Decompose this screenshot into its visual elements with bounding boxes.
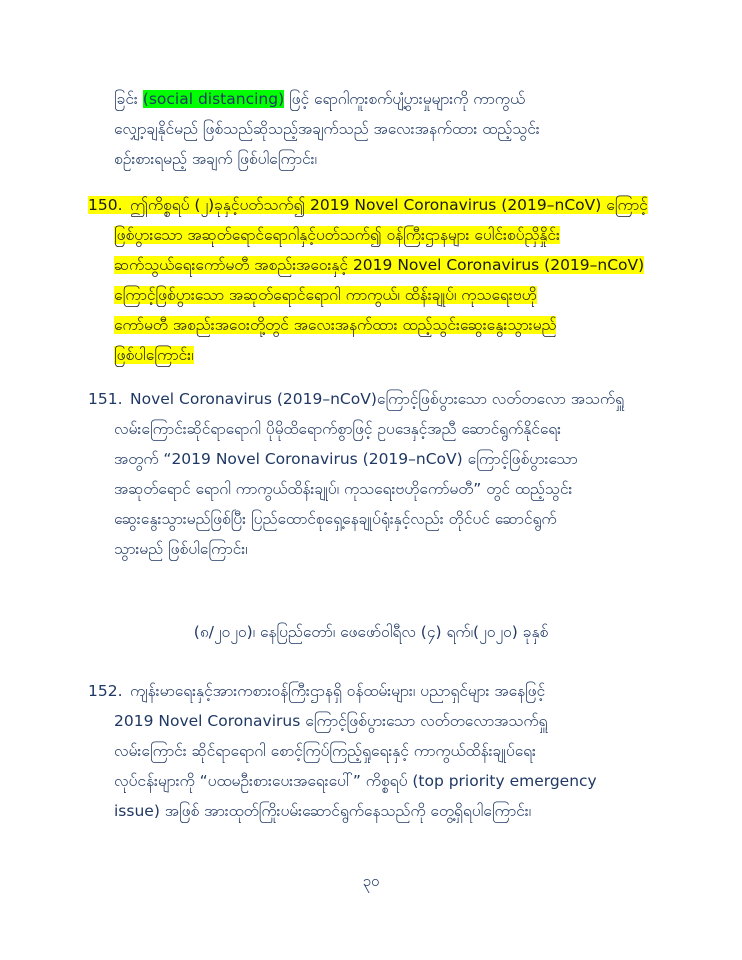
p150-line-4 [88,280,658,310]
p150-line-5 [88,310,658,340]
p151-line-3: အတွက် “2019 Novel Coronavirus (2019–nCoV) ကြောင့်ဖြစ်ပွားသော [114,450,578,468]
intro-line-3: စဉ်းစားရမည့် အချက် ဖြစ်ပါကြောင်း၊ [114,150,317,168]
p150-line-2 [88,220,658,250]
intro-line-1-prefix: ခြင်း [114,90,138,108]
intro-line-1-suffix: ဖြင့် ရောဂါကူးစက်ပျံ့ပွားမှုများကို ကာကွယ် [289,90,526,108]
p152-line-3: လမ်းကြောင်း ဆိုင်ရာရောဂါ စောင့်ကြပ်ကြည့်ရှုရေးနှင့် ကာကွယ်ထိန်းချုပ်ရေး [114,742,536,760]
p150-text-3: ဆက်သွယ်ရေးကော်မတီ အစည်းအဝေးနှင့် 2019 Novel Coronavirus (2019–nCoV) [114,256,645,274]
page-number: ၃၀ [362,872,380,890]
p150-line-3 [88,250,658,280]
p150-text-2: ဖြစ်ပွားသော အဆုတ်ရောင်ရောဂါနှင့်ပတ်သက်၍ ဝန်ကြီးဌာနများ ပေါင်းစပ်ညှိနှိုင်း [114,226,560,244]
p152-line-2: 2019 Novel Coronavirus ကြောင့်ဖြစ်ပွားသော လတ်တလောအသက်ရှူ [114,712,548,730]
p152-line-4: လုပ်ငန်းများကို “ပထမဦးစားပေးအရေးပေါ်” ကိစ္စရပ် (top priority emergency [114,772,597,790]
p151-line-6: သွားမည် ဖြစ်ပါကြောင်း၊ [114,540,248,558]
paragraph-number: 152. [88,682,123,700]
p151-text-1: Novel Coronavirus (2019–nCoV)ကြောင့်ဖြစ်ပွားသော လတ်တလော အသက်ရှူ [130,390,624,408]
p152-line-1 [88,676,658,706]
intro-line-1 [88,84,658,114]
paragraph-151 [88,384,658,564]
paragraph-152 [88,676,658,826]
p151-line-2: လမ်းကြောင်းဆိုင်ရာရောဂါ ပိုမိုထိရောက်စွာဖြင့် ဥပဒေနှင့်အညီ ဆောင်ရွက်နိုင်ရေး [114,420,562,438]
p150-text-5: ကော်မတီ အစည်းအဝေးတို့တွင် အလေးအနက်ထား ထည့်သွင်းဆွေးနွေးသွားမည် [114,316,557,334]
paragraph-150 [88,190,658,370]
p151-line-4: အဆုတ်ရောင် ရောဂါ ကာကွယ်ထိန်းချုပ်၊ ကုသရေးဗဟိုကော်မတီ” တွင် ထည့်သွင်း [114,480,573,498]
paragraph-number: 151. [88,390,123,408]
p152-text-1: ကျန်းမာရေးနှင့်အားကစားဝန်ကြီးဌာနရှိ ဝန်ထမ်းများ၊ ပညာရှင်များ အနေဖြင့် [130,682,546,700]
p151-line-5: ဆွေးနွေးသွားမည်ဖြစ်ပြီး ပြည်ထောင်စုရှေ့နေချုပ်ရုံးနှင့်လည်း တိုင်ပင် ဆောင်ရွက် [114,510,557,528]
intro-line-2: လျှော့ချနိုင်မည် ဖြစ်သည်ဆိုသည့်အချက်သည် အလေးအနက်ထား ထည့်သွင်း [114,120,540,138]
p150-line-1 [88,190,658,220]
meeting-date-heading: (၈/၂၀၂၀)၊ နေပြည်တော်၊ ဖေဖော်ဝါရီလ (၄) ရက်၊(၂၀၂၀) ခုနှစ် [193,623,549,641]
p150-text-1: ဤကိစ္စရပ် (၂)ခုနှင့်ပတ်သက်၍ 2019 Novel Coronavirus (2019–nCoV) ကြောင့် [130,196,648,214]
p150-text-4: ကြောင့်ဖြစ်ပွားသော အဆုတ်ရောင်ရောဂါ ကာကွယ်၊ ထိန်းချုပ်၊ ကုသရေးဗဟို [114,286,537,304]
paragraph-number: 150. [88,196,123,214]
intro-paragraph [88,84,658,174]
p150-text-6: ဖြစ်ပါကြောင်း၊ [114,346,194,364]
p150-line-6 [88,340,658,370]
social-distancing-highlight: (social distancing) [142,90,285,108]
p151-line-1 [88,384,658,414]
p152-line-5: issue) အဖြစ် အားထုတ်ကြိုးပမ်းဆောင်ရွက်နေသည်ကို တွေ့ရှိရပါကြောင်း၊ [114,802,532,820]
